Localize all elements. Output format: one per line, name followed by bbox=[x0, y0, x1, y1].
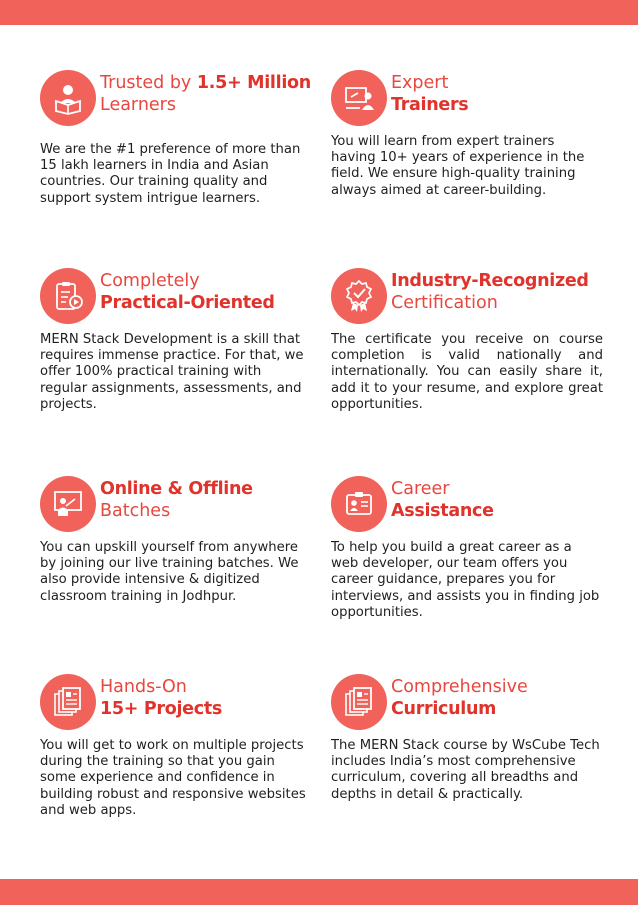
top-color-band bbox=[0, 0, 638, 25]
reader-person-icon bbox=[40, 70, 96, 126]
trainer-presentation-icon bbox=[331, 70, 387, 126]
id-card-icon bbox=[331, 476, 387, 532]
certificate-badge-icon bbox=[331, 268, 387, 324]
feature-certification bbox=[331, 268, 603, 413]
classroom-board-icon bbox=[40, 476, 96, 532]
feature-title: Trusted by 1.5+ Million Learners bbox=[100, 73, 311, 115]
feature-description: You will get to work on multiple projects during the training so that you gain some experience and confidence in building robust and responsive websites and web apps. bbox=[40, 738, 306, 818]
feature-description: We are the #1 preference of more than 15 lakh learners in India and Asian countries. Our training quality and support system intrigue learners. bbox=[40, 142, 301, 206]
feature-batches bbox=[40, 476, 312, 605]
feature-title: Industry-Recognized Certification bbox=[391, 271, 589, 313]
feature-curriculum bbox=[331, 674, 603, 803]
feature-practical bbox=[40, 268, 312, 413]
feature-career bbox=[331, 476, 603, 621]
feature-projects bbox=[40, 674, 312, 819]
bottom-color-band bbox=[0, 879, 638, 905]
feature-description: You can upskill yourself from anywhere by joining our live training batches. We also provide intensive & digitized classroom training in Jodhpur. bbox=[40, 540, 299, 604]
feature-title: Career Assistance bbox=[391, 479, 494, 521]
feature-description: To help you build a great career as a web developer, our team offers you career guidance, prepares you for interviews, and assists you in finding job opportunities. bbox=[331, 540, 600, 620]
documents-stack-icon bbox=[331, 674, 387, 730]
feature-title: Expert Trainers bbox=[391, 73, 469, 115]
feature-description: MERN Stack Development is a skill that requires immense practice. For that, we offer 100% practical training with regular assignments, assessments, and projects. bbox=[40, 332, 304, 412]
feature-expert bbox=[331, 70, 603, 199]
feature-description: The MERN Stack course by WsCube Tech includes India’s most comprehensive curriculum, covering all breadths and depths in detail & practically. bbox=[331, 738, 600, 802]
feature-title: Comprehensive Curriculum bbox=[391, 677, 528, 719]
feature-title: Hands-On 15+ Projects bbox=[100, 677, 223, 719]
feature-title: Completely Practical-Oriented bbox=[100, 271, 275, 313]
documents-stack-icon bbox=[40, 674, 96, 730]
clipboard-video-icon bbox=[40, 268, 96, 324]
feature-description: You will learn from expert trainers having 10+ years of experience in the field. We ensure high-quality training always aimed at career-building. bbox=[331, 134, 585, 198]
feature-title: Online & Offline Batches bbox=[100, 479, 253, 521]
feature-trusted bbox=[40, 70, 312, 207]
feature-description: The certificate you receive on course completion is valid nationally and internationally. You can easily share it, add it to your resume, and explore great opportunities. bbox=[331, 332, 603, 412]
